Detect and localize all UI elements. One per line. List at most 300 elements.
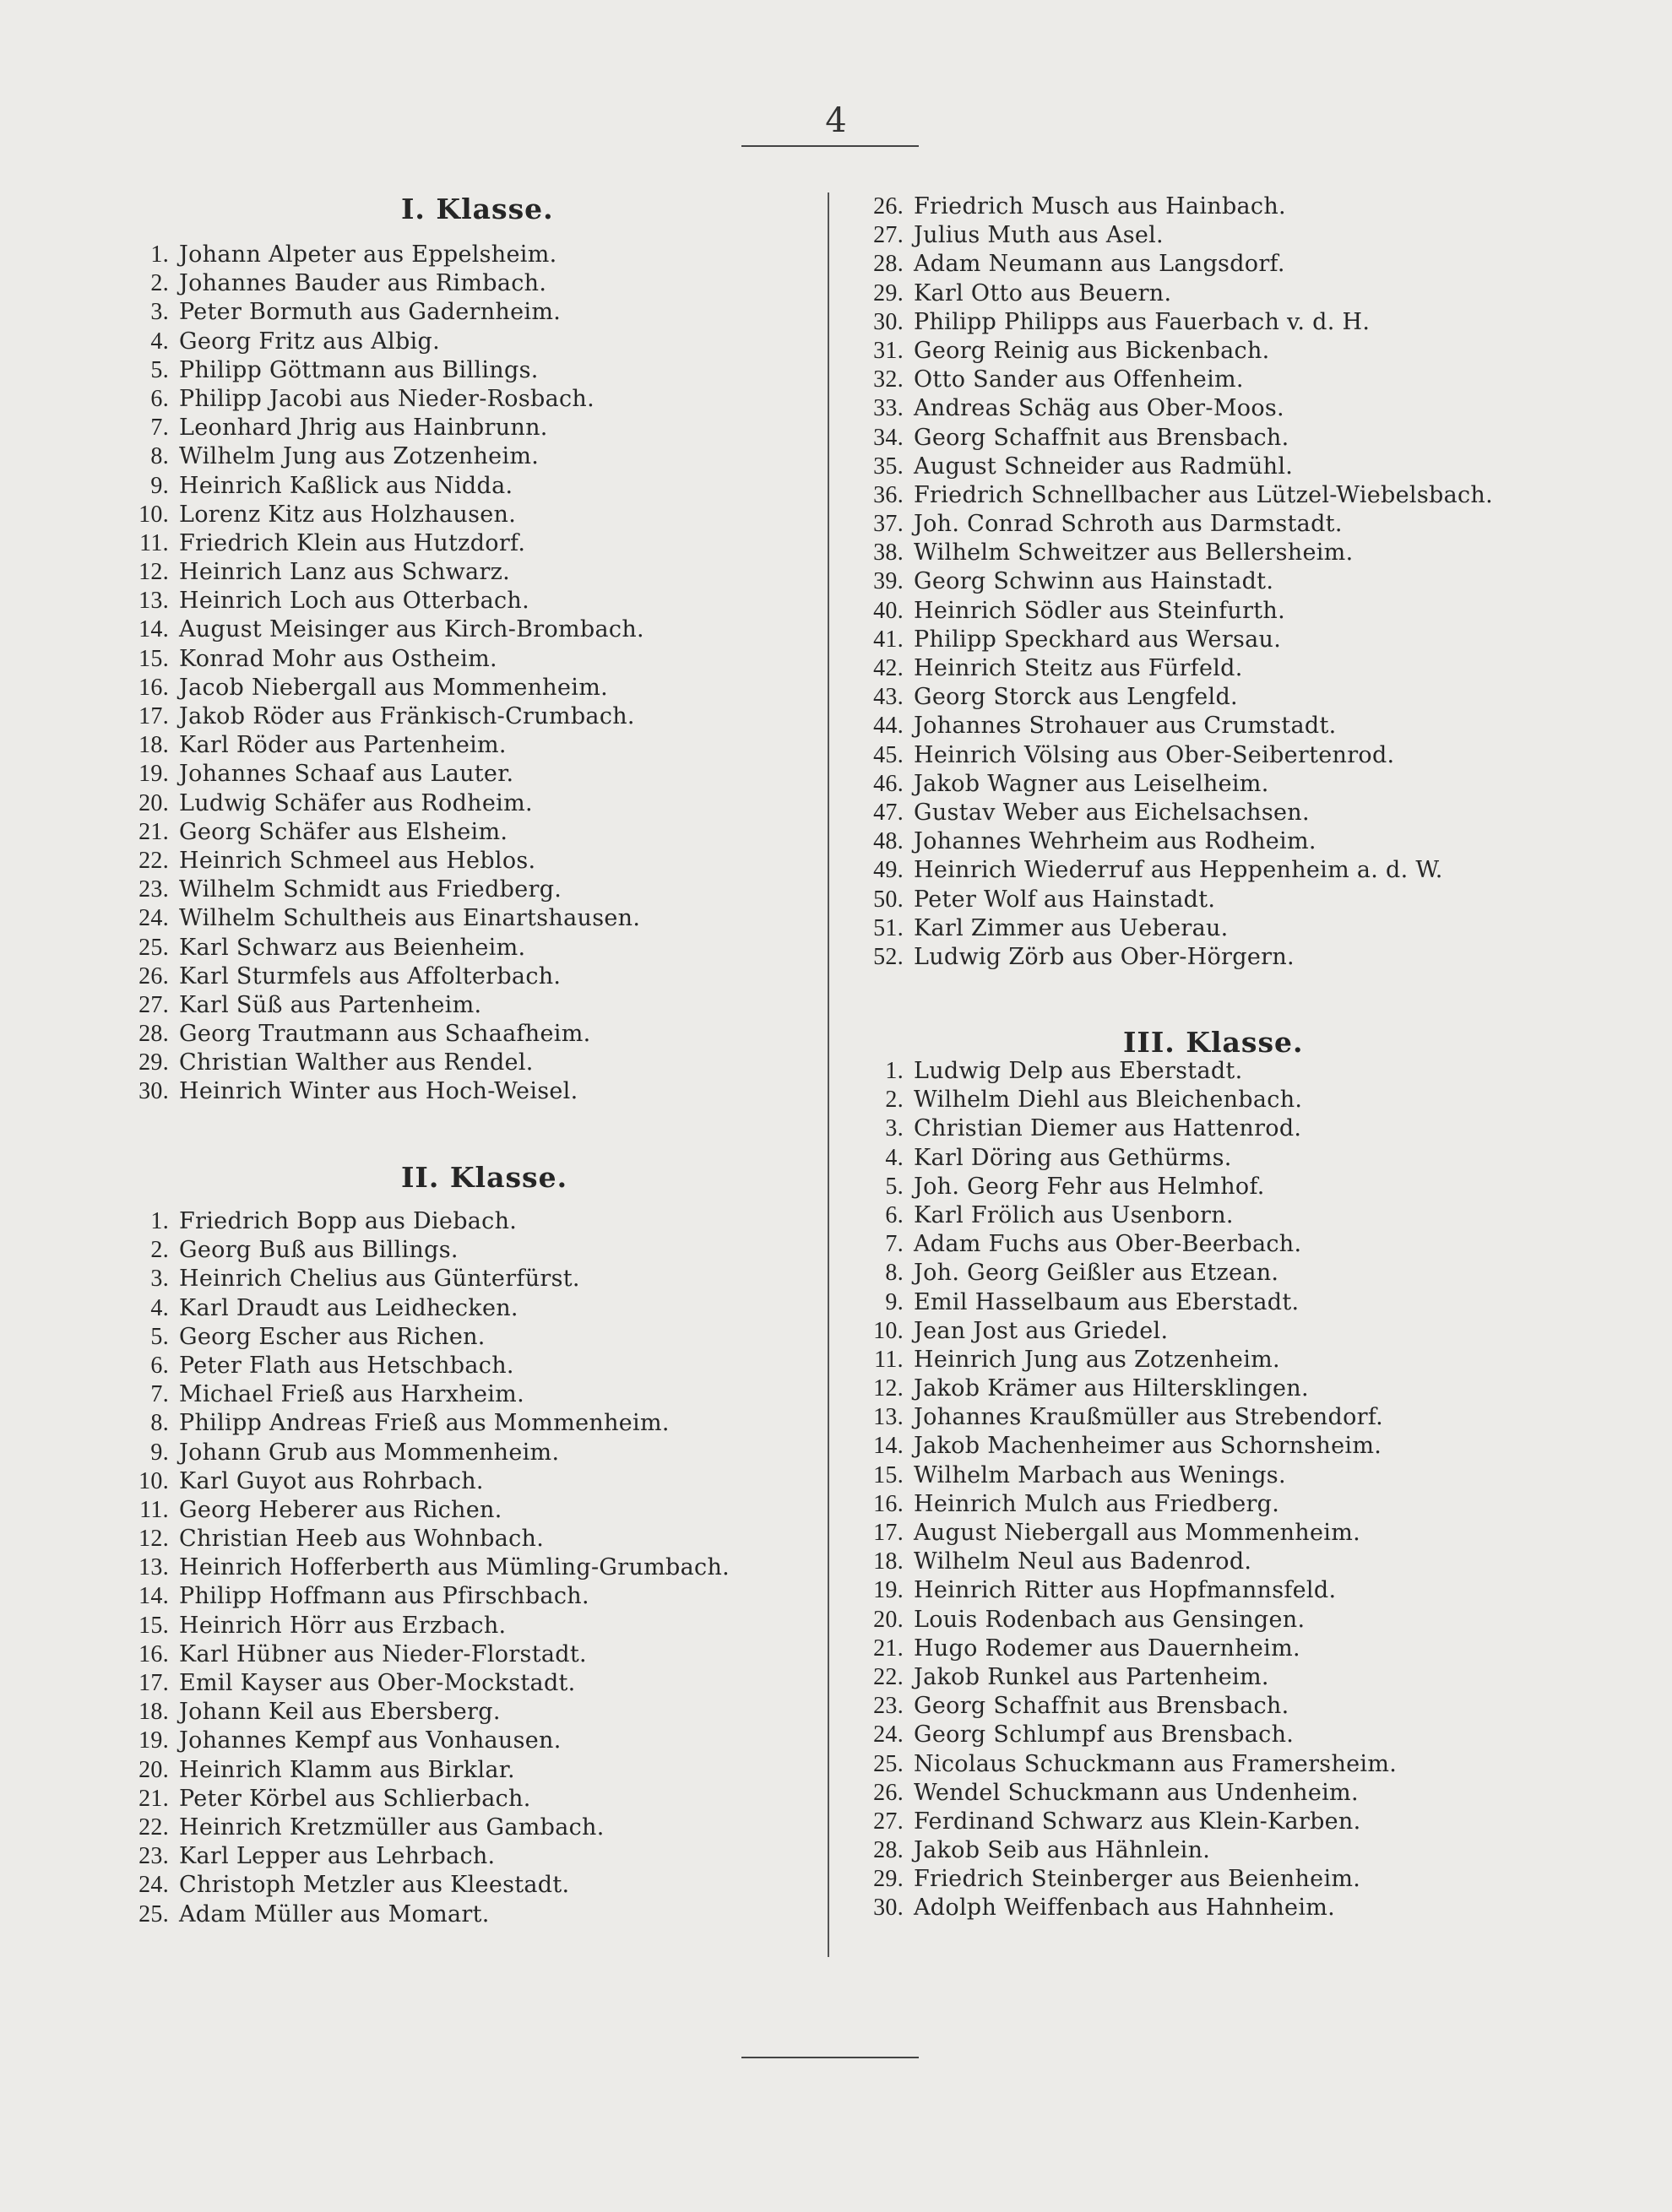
entry-number: 4. [150,1294,169,1321]
entry-text: Jakob Röder aus Fränkisch-Crumbach. [179,703,635,729]
entry-number: 9. [885,1288,904,1315]
list-item [110,414,644,442]
list-item [844,827,1493,856]
entry-number: 5. [885,1173,904,1200]
list-item [844,424,1493,453]
list-item [844,1201,1397,1230]
entry-text: Karl Draudt aus Leidhecken. [179,1294,518,1321]
list-item [110,269,644,298]
list-item [110,1727,730,1755]
entry-text: Jakob Krämer aus Hiltersklingen. [914,1375,1309,1402]
list-item [110,645,644,674]
entry-number: 15. [873,1461,904,1488]
entry-text: Heinrich Schmeel aus Heblos. [179,847,536,874]
list-item [844,510,1493,539]
list-item [844,1288,1397,1317]
entry-number: 12. [138,559,169,586]
entry-text: Georg Heberer aus Richen. [179,1496,502,1523]
entry-number: 43. [873,684,904,711]
list-item [844,886,1493,914]
entry-text: Karl Röder aus Partenheim. [179,732,507,759]
entry-text: Johannes Schaaf aus Lauter. [179,761,514,788]
klasse3-heading: III. Klasse. [1123,1026,1304,1059]
entry-text: Wilhelm Schweitzer aus Bellersheim. [914,539,1354,567]
entry-text: Johann Grub aus Mommenheim. [179,1439,560,1466]
list-item [844,1836,1397,1865]
entry-number: 21. [138,818,169,845]
entry-text: Ludwig Zörb aus Ober-Hörgern. [914,943,1295,970]
entry-number: 3. [150,1266,169,1293]
entry-text: Heinrich Hörr aus Erzbach. [179,1612,507,1639]
entry-number: 6. [885,1201,904,1228]
entry-number: 20. [138,789,169,816]
list-item [844,1114,1397,1143]
entry-number: 24. [138,1872,169,1899]
entry-number: 14. [138,1583,169,1610]
entry-text: August Niebergall aus Mommenheim. [914,1520,1360,1546]
entry-number: 12. [873,1375,904,1402]
list-item [844,856,1493,885]
klasse1-list [110,241,644,1107]
entry-number: 29. [873,1866,904,1893]
entry-number: 41. [873,626,904,653]
list-item [844,192,1493,221]
entry-text: Heinrich Chelius aus Günterfürst. [179,1266,580,1293]
entry-text: Konrad Mohr aus Ostheim. [179,645,497,672]
list-item [844,250,1493,279]
entry-text: Adam Fuchs aus Ober-Beerbach. [914,1231,1302,1258]
list-item [844,1635,1397,1663]
list-item [110,674,644,702]
entry-number: 3. [885,1115,904,1142]
bottom-rule [741,2057,919,2058]
entry-text: Joh. Georg Fehr aus Helmhof. [914,1173,1265,1200]
list-item [110,962,644,991]
entry-text: Otto Sander aus Offenheim. [914,366,1244,393]
entry-number: 20. [873,1606,904,1633]
entry-text: Gustav Weber aus Eichelsachsen. [914,799,1310,826]
entry-number: 11. [139,1496,169,1523]
entry-text: Jakob Seib aus Hähnlein. [914,1837,1211,1864]
entry-number: 28. [138,1021,169,1048]
entry-text: Heinrich Loch aus Otterbach. [179,588,529,615]
entry-text: Wilhelm Jung aus Zotzenheim. [179,443,540,470]
entry-text: Johannes Wehrheim aus Rodheim. [914,828,1316,855]
entry-number: 23. [138,876,169,903]
entry-number: 6. [150,385,169,412]
list-item [844,1086,1397,1114]
entry-number: 11. [139,529,169,556]
entry-text: Christian Walther aus Rendel. [179,1049,534,1076]
entry-text: Ludwig Delp aus Eberstadt. [914,1058,1243,1084]
list-item [110,1698,730,1727]
entry-number: 14. [873,1433,904,1460]
list-item [844,1259,1397,1288]
list-item [844,337,1493,366]
entry-number: 34. [873,424,904,451]
list-item [110,385,644,414]
list-item [844,1750,1397,1779]
list-item [844,1057,1397,1086]
entry-number: 25. [873,1750,904,1777]
list-item [110,991,644,1020]
entry-number: 6. [150,1352,169,1379]
entry-number: 49. [873,857,904,884]
entry-text: Johann Alpeter aus Eppelsheim. [179,241,557,268]
entry-number: 16. [873,1490,904,1517]
list-item [844,943,1493,972]
entry-text: Johannes Strohauer aus Crumstadt. [914,713,1337,740]
list-item [110,847,644,876]
list-item [110,298,644,327]
entry-text: Wilhelm Schmidt aus Friedberg. [179,876,562,903]
entry-text: August Schneider aus Radmühl. [914,453,1294,480]
list-item [844,1490,1397,1519]
list-item [110,1049,644,1077]
entry-number: 10. [138,501,169,528]
list-item [844,712,1493,740]
klasse2-list-part1 [110,1207,730,1929]
entry-number: 16. [138,1640,169,1667]
list-item [110,731,644,760]
list-item [844,1461,1397,1490]
entry-text: Johannes Kraußmüller aus Strebendorf. [914,1404,1384,1431]
list-item [110,442,644,471]
entry-text: Johannes Kempf aus Vonhausen. [179,1727,562,1754]
list-item [844,279,1493,308]
list-item [844,1865,1397,1894]
list-item [844,1606,1397,1635]
entry-text: Hugo Rodemer aus Dauernheim. [914,1635,1300,1662]
list-item [110,558,644,587]
list-item [110,1323,730,1352]
list-item [110,1525,730,1553]
list-item [844,654,1493,683]
entry-number: 8. [885,1260,904,1287]
entry-text: Georg Schlumpf aus Brensbach. [914,1721,1295,1748]
entry-text: Jacob Niebergall aus Mommenheim. [179,674,608,701]
entry-text: Jakob Wagner aus Leiselheim. [914,770,1269,797]
entry-number: 30. [138,1078,169,1105]
entry-text: Georg Escher aus Richen. [179,1323,486,1350]
list-item [844,1403,1397,1432]
entry-number: 1. [150,1208,169,1234]
entry-text: Christoph Metzler aus Kleestadt. [179,1872,570,1899]
entry-number: 32. [873,366,904,393]
entry-text: Georg Trautmann aus Schaafheim. [179,1021,591,1048]
entry-number: 9. [150,472,169,499]
list-item [844,308,1493,337]
entry-number: 4. [885,1144,904,1171]
entry-text: Karl Süß aus Partenheim. [179,991,482,1018]
entry-text: Adam Müller aus Momart. [179,1900,490,1927]
entry-text: Joh. Georg Geißler aus Etzean. [914,1260,1279,1287]
entry-text: Karl Schwarz aus Beienheim. [179,934,526,961]
entry-text: Peter Körbel aus Schlierbach. [179,1785,531,1812]
entry-text: Heinrich Steitz aus Fürfeld. [914,655,1243,681]
list-item [844,366,1493,394]
entry-number: 44. [873,713,904,740]
entry-text: August Meisinger aus Kirch-Brombach. [179,616,644,643]
entry-number: 33. [873,395,904,422]
list-item [844,683,1493,712]
entry-text: Heinrich Wiederruf aus Heppenheim a. d. W. [914,857,1443,884]
entry-number: 27. [873,222,904,249]
entry-text: Emil Kayser aus Ober-Mockstadt. [179,1670,576,1696]
entry-number: 24. [873,1721,904,1748]
list-item [844,1173,1397,1201]
entry-number: 2. [885,1087,904,1114]
list-item [844,741,1493,770]
entry-text: Lorenz Kitz aus Holzhausen. [179,501,517,528]
entry-text: Heinrich Ritter aus Hopfmannsfeld. [914,1577,1337,1604]
entry-text: Karl Hübner aus Nieder-Florstadt. [179,1640,587,1667]
entry-number: 17. [138,1670,169,1696]
entry-text: Ludwig Schäfer aus Rodheim. [179,789,533,816]
entry-text: Karl Zimmer aus Ueberau. [914,914,1229,941]
entry-text: Karl Döring aus Gethürms. [914,1144,1232,1171]
entry-number: 47. [873,799,904,826]
list-item [110,328,644,356]
list-item [844,1692,1397,1721]
entry-number: 28. [873,1837,904,1864]
entry-number: 11. [874,1346,904,1373]
list-item [110,1020,644,1049]
entry-number: 27. [138,991,169,1018]
entry-number: 52. [873,943,904,970]
entry-text: Andreas Schäg aus Ober-Moos. [914,395,1284,422]
list-item [110,1077,644,1106]
entry-number: 27. [873,1808,904,1835]
entry-number: 12. [138,1526,169,1553]
entry-number: 29. [873,279,904,306]
entry-text: Christian Diemer aus Hattenrod. [914,1115,1302,1142]
klasse1-heading: I. Klasse. [401,192,554,225]
list-item [110,356,644,385]
entry-text: Heinrich Hofferberth aus Mümling-Grumbach. [179,1554,730,1581]
list-item [110,1236,730,1265]
entry-text: Leonhard Jhrig aus Hainbrunn. [179,415,548,442]
entry-number: 9. [150,1439,169,1466]
list-item [844,1576,1397,1605]
entry-number: 2. [150,270,169,297]
entry-text: Michael Frieß aus Harxheim. [179,1381,524,1408]
top-rule [741,145,919,147]
entry-text: Philipp Göttmann aus Billings. [179,356,539,383]
list-item [844,1894,1397,1922]
list-item [844,1779,1397,1808]
entry-number: 45. [873,741,904,768]
list-item [110,1814,730,1842]
list-item [844,1374,1397,1403]
klasse2-list-part2 [844,192,1493,972]
entry-text: Heinrich Jung aus Zotzenheim. [914,1346,1280,1373]
list-item [110,1207,730,1236]
entry-number: 24. [138,905,169,932]
entry-number: 20. [138,1756,169,1783]
entry-text: Nicolaus Schuckmann aus Framersheim. [914,1750,1398,1777]
entry-text: Friedrich Musch aus Hainbach. [914,193,1286,220]
list-item [110,615,644,644]
entry-text: Christian Heeb aus Wohnbach. [179,1526,545,1553]
entry-text: Jean Jost aus Griedel. [914,1317,1169,1344]
entry-number: 17. [873,1520,904,1546]
entry-number: 7. [885,1231,904,1258]
entry-number: 8. [150,443,169,470]
entry-number: 22. [138,847,169,874]
entry-text: Friedrich Bopp aus Diebach. [179,1208,518,1234]
entry-number: 35. [873,453,904,480]
entry-number: 5. [150,1323,169,1350]
list-item [844,597,1493,626]
entry-text: Georg Schaffnit aus Brensbach. [914,1693,1289,1720]
entry-number: 30. [873,1895,904,1922]
entry-number: 13. [138,1554,169,1581]
list-item [110,1756,730,1785]
list-item [844,1317,1397,1346]
entry-text: Wilhelm Marbach aus Wenings. [914,1461,1286,1488]
list-item [110,1439,730,1467]
entry-text: Karl Sturmfels aus Affolterbach. [179,962,562,989]
entry-text: Adam Neumann aus Langsdorf. [914,251,1285,278]
entry-number: 26. [138,962,169,989]
list-item [110,934,644,962]
entry-text: Peter Wolf aus Hainstadt. [914,886,1216,913]
list-item [110,1467,730,1496]
entry-text: Georg Schwinn aus Hainstadt. [914,568,1274,595]
list-item [110,1669,730,1698]
entry-number: 23. [138,1843,169,1870]
entry-number: 40. [873,597,904,624]
entry-text: Ferdinand Schwarz aus Klein-Karben. [914,1808,1361,1835]
entry-number: 42. [873,655,904,681]
entry-number: 16. [138,674,169,701]
entry-number: 13. [873,1404,904,1431]
entry-number: 13. [138,588,169,615]
entry-number: 18. [138,732,169,759]
list-item [110,818,644,847]
list-item [844,1663,1397,1692]
entry-number: 19. [873,1577,904,1604]
entry-text: Friedrich Schnellbacher aus Lützel-Wiebelsbach. [914,481,1493,508]
entry-text: Philipp Andreas Frieß aus Mommenheim. [179,1410,670,1437]
entry-text: Friedrich Steinberger aus Beienheim. [914,1866,1361,1893]
list-item [110,1409,730,1438]
entry-text: Georg Fritz aus Albig. [179,328,440,355]
list-item [110,1842,730,1871]
list-item [844,567,1493,596]
entry-text: Heinrich Winter aus Hoch-Weisel. [179,1078,578,1105]
entry-text: Georg Schäfer aus Elsheim. [179,818,508,845]
list-item [844,481,1493,510]
entry-text: Karl Frölich aus Usenborn. [914,1201,1234,1228]
list-item [110,1553,730,1582]
entry-number: 22. [873,1663,904,1690]
entry-number: 29. [138,1049,169,1076]
entry-number: 51. [873,914,904,941]
entry-text: Heinrich Klamm aus Birklar. [179,1756,515,1783]
entry-number: 7. [150,1381,169,1408]
list-item [110,760,644,789]
entry-text: Peter Bormuth aus Gadernheim. [179,299,562,326]
entry-text: Georg Reinig aus Bickenbach. [914,337,1270,364]
list-item [844,539,1493,567]
entry-number: 19. [138,1727,169,1754]
entry-number: 5. [150,356,169,383]
entry-number: 15. [138,645,169,672]
list-item [844,1346,1397,1374]
entry-number: 18. [138,1699,169,1726]
entry-number: 2. [150,1237,169,1264]
klasse2-heading: II. Klasse. [401,1161,568,1194]
column-divider [828,192,829,1957]
entry-text: Heinrich Mulch aus Friedberg. [914,1490,1280,1517]
list-item [110,1785,730,1814]
entry-text: Emil Hasselbaum aus Eberstadt. [914,1288,1300,1315]
list-item [110,241,644,269]
entry-number: 23. [873,1693,904,1720]
list-item [110,1380,730,1409]
list-item [110,702,644,731]
list-item [110,501,644,529]
entry-number: 14. [138,616,169,643]
entry-text: Karl Otto aus Beuern. [914,279,1172,306]
entry-text: Heinrich Kaßlick aus Nidda. [179,472,513,499]
list-item [110,1612,730,1640]
entry-text: Karl Lepper aus Lehrbach. [179,1843,496,1870]
entry-text: Georg Schaffnit aus Brensbach. [914,424,1289,451]
page-number: 4 [825,101,847,140]
entry-text: Adolph Weiffenbach aus Hahnheim. [914,1895,1336,1922]
list-item [110,1582,730,1611]
entry-number: 36. [873,481,904,508]
entry-text: Johannes Bauder aus Rimbach. [179,270,547,297]
entry-text: Louis Rodenbach aus Gensingen. [914,1606,1306,1633]
list-item [110,587,644,615]
entry-text: Wilhelm Diehl aus Bleichenbach. [914,1087,1303,1114]
list-item [844,221,1493,250]
list-item [844,394,1493,423]
list-item [110,529,644,558]
entry-number: 48. [873,828,904,855]
list-item [110,472,644,501]
entry-text: Wendel Schuckmann aus Undenheim. [914,1779,1359,1806]
entry-text: Jakob Machenheimer aus Schornsheim. [914,1433,1382,1460]
entry-number: 50. [873,886,904,913]
entry-text: Heinrich Kretzmüller aus Gambach. [179,1814,605,1841]
entry-number: 38. [873,539,904,567]
entry-number: 25. [138,934,169,961]
entry-number: 18. [873,1548,904,1575]
entry-text: Friedrich Klein aus Hutzdorf. [179,529,526,556]
list-item [844,1519,1397,1548]
list-item [844,914,1493,943]
list-item [110,1871,730,1900]
entry-text: Philipp Hoffmann aus Pfirschbach. [179,1583,589,1610]
list-item [110,1496,730,1525]
entry-number: 26. [873,193,904,220]
entry-number: 7. [150,415,169,442]
entry-text: Jakob Runkel aus Partenheim. [914,1663,1269,1690]
list-item [110,1352,730,1380]
entry-number: 22. [138,1814,169,1841]
klasse3-list [844,1057,1397,1923]
entry-number: 28. [873,251,904,278]
list-item [110,1294,730,1323]
list-item [844,453,1493,481]
list-item [844,1721,1397,1749]
list-item [844,1144,1397,1173]
